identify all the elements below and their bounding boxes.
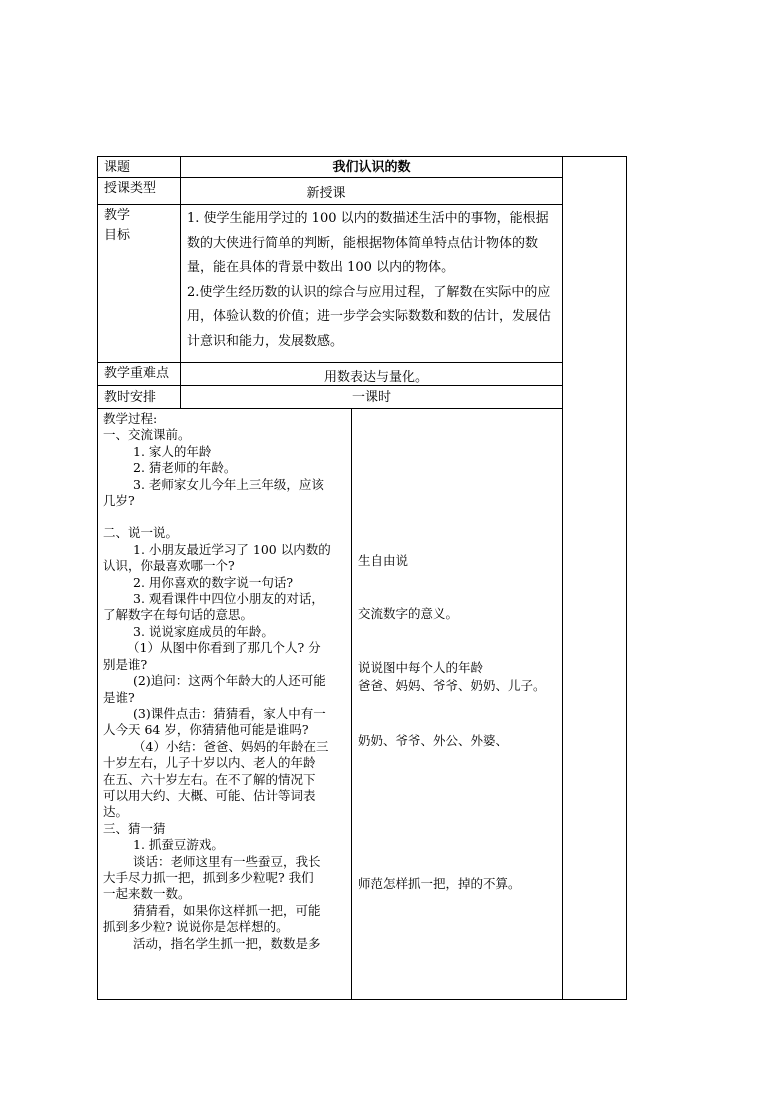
process-line: 一起来数一数。 — [103, 886, 191, 902]
process-line: 人今天 64 岁，你猜猜他可能是谁吗? — [103, 722, 309, 738]
hours-label: 教时安排 — [104, 390, 157, 405]
teaching-process — [103, 411, 348, 952]
process-line: 猜猜看，如果你这样抓一把，可能 — [133, 902, 321, 918]
table-rule — [97, 177, 563, 178]
process-line: 一、交流课前。 — [103, 427, 191, 443]
process-line: （4）小结：爸爸、妈妈的年龄在三 — [133, 738, 329, 754]
focus-value: 用数表达与量化。 — [323, 370, 428, 385]
goal-label-2: 目标 — [104, 228, 131, 243]
process-line: 可以用大约、大概、可能、估计等词表 — [103, 787, 316, 803]
table-rule — [97, 362, 563, 363]
type-value: 新授课 — [306, 186, 346, 201]
process-line: (2)追问：这两个年龄大的人还可能 — [133, 673, 326, 689]
process-line: 是谁? — [103, 689, 135, 705]
student-note: 爸爸、妈妈、爷爷、奶奶、儿子。 — [358, 678, 546, 693]
table-rule — [351, 408, 352, 1000]
student-note: 奶奶、爷爷、外公、外婆、 — [358, 733, 509, 748]
process-line: 谈话：老师这里有一些蚕豆，我长 — [133, 853, 321, 869]
process-line: 1. 家人的年龄 — [133, 443, 212, 459]
process-line: 认识，你最喜欢哪一个? — [103, 558, 235, 574]
process-line: (3)课件点击：猜猜看，家人中有一 — [133, 705, 326, 721]
goal-label-1: 教学 — [104, 208, 131, 223]
table-rule — [97, 999, 627, 1000]
process-line: 二、说一说。 — [103, 525, 179, 541]
table-rule — [562, 156, 563, 1000]
teaching-goals — [187, 207, 557, 354]
type-label: 授课类型 — [104, 181, 157, 196]
table-rule — [626, 156, 627, 1000]
process-line: 2. 用你喜欢的数字说一句话? — [133, 574, 294, 590]
blank-line — [103, 509, 348, 525]
process-line: 3. 老师家女儿今年上三年级，应该 — [133, 476, 324, 492]
process-line: （1）从图中你看到了那几个人? 分 — [127, 640, 321, 656]
process-line: 抓到多少粒? 说说你是怎样想的。 — [103, 919, 289, 935]
process-line: 大手尽力抓一把，抓到多少粒呢? 我们 — [103, 869, 314, 885]
process-line: 活动，指名学生抓一把，数数是多 — [133, 935, 321, 951]
topic-value: 我们认识的数 — [332, 160, 411, 175]
process-line: 3. 说说家庭成员的年龄。 — [133, 623, 274, 639]
table-rule — [97, 156, 98, 1000]
process-line: 2. 猜老师的年龄。 — [133, 460, 237, 476]
process-line: 1. 抓蚕豆游戏。 — [133, 837, 224, 853]
process-line: 了解数字在每句话的意思。 — [103, 607, 254, 623]
process-line: 别是谁? — [103, 656, 148, 672]
focus-label: 教学重难点 — [104, 366, 170, 381]
process-line: 三、猜一猜 — [103, 820, 166, 836]
process-line: 十岁左右，儿子十岁以内、老人的年龄 — [103, 755, 316, 771]
hours-value: 一课时 — [351, 390, 391, 405]
student-note: 生自由说 — [358, 553, 409, 568]
student-note: 说说图中每个人的年龄 — [358, 660, 484, 675]
process-line: 教学过程: — [103, 411, 158, 426]
topic-label: 课题 — [104, 160, 131, 175]
goal-2: 2.使学生经历数的认识的综合与应用过程，了解数在实际中的应用，体验认数的价值；进一步学会实际数数和数的估计，发展估计意识和能力，发展数感。 — [187, 284, 552, 349]
process-line: 在五、六十岁左右。在不了解的情况下 — [103, 771, 316, 787]
table-rule — [97, 156, 627, 157]
process-line: 达。 — [103, 804, 129, 820]
table-rule — [97, 204, 563, 205]
table-rule — [97, 408, 563, 409]
student-note: 交流数字的意义。 — [358, 606, 459, 621]
process-line: 几岁? — [103, 493, 135, 509]
student-note: 师范怎样抓一把，掉的不算。 — [358, 876, 521, 891]
process-line: 1. 小朋友最近学习了 100 以内数的 — [133, 541, 331, 557]
goal-1: 1. 使学生能用学过的 100 以内的数描述生活中的事物，能根据数的大侠进行简单的判断，能根据物体简单特点估计物体的数量，能在具体的背景中数出 100 以内的物体。 — [187, 211, 549, 275]
process-line: 3. 观看课件中四位小朋友的对话， — [133, 591, 324, 607]
